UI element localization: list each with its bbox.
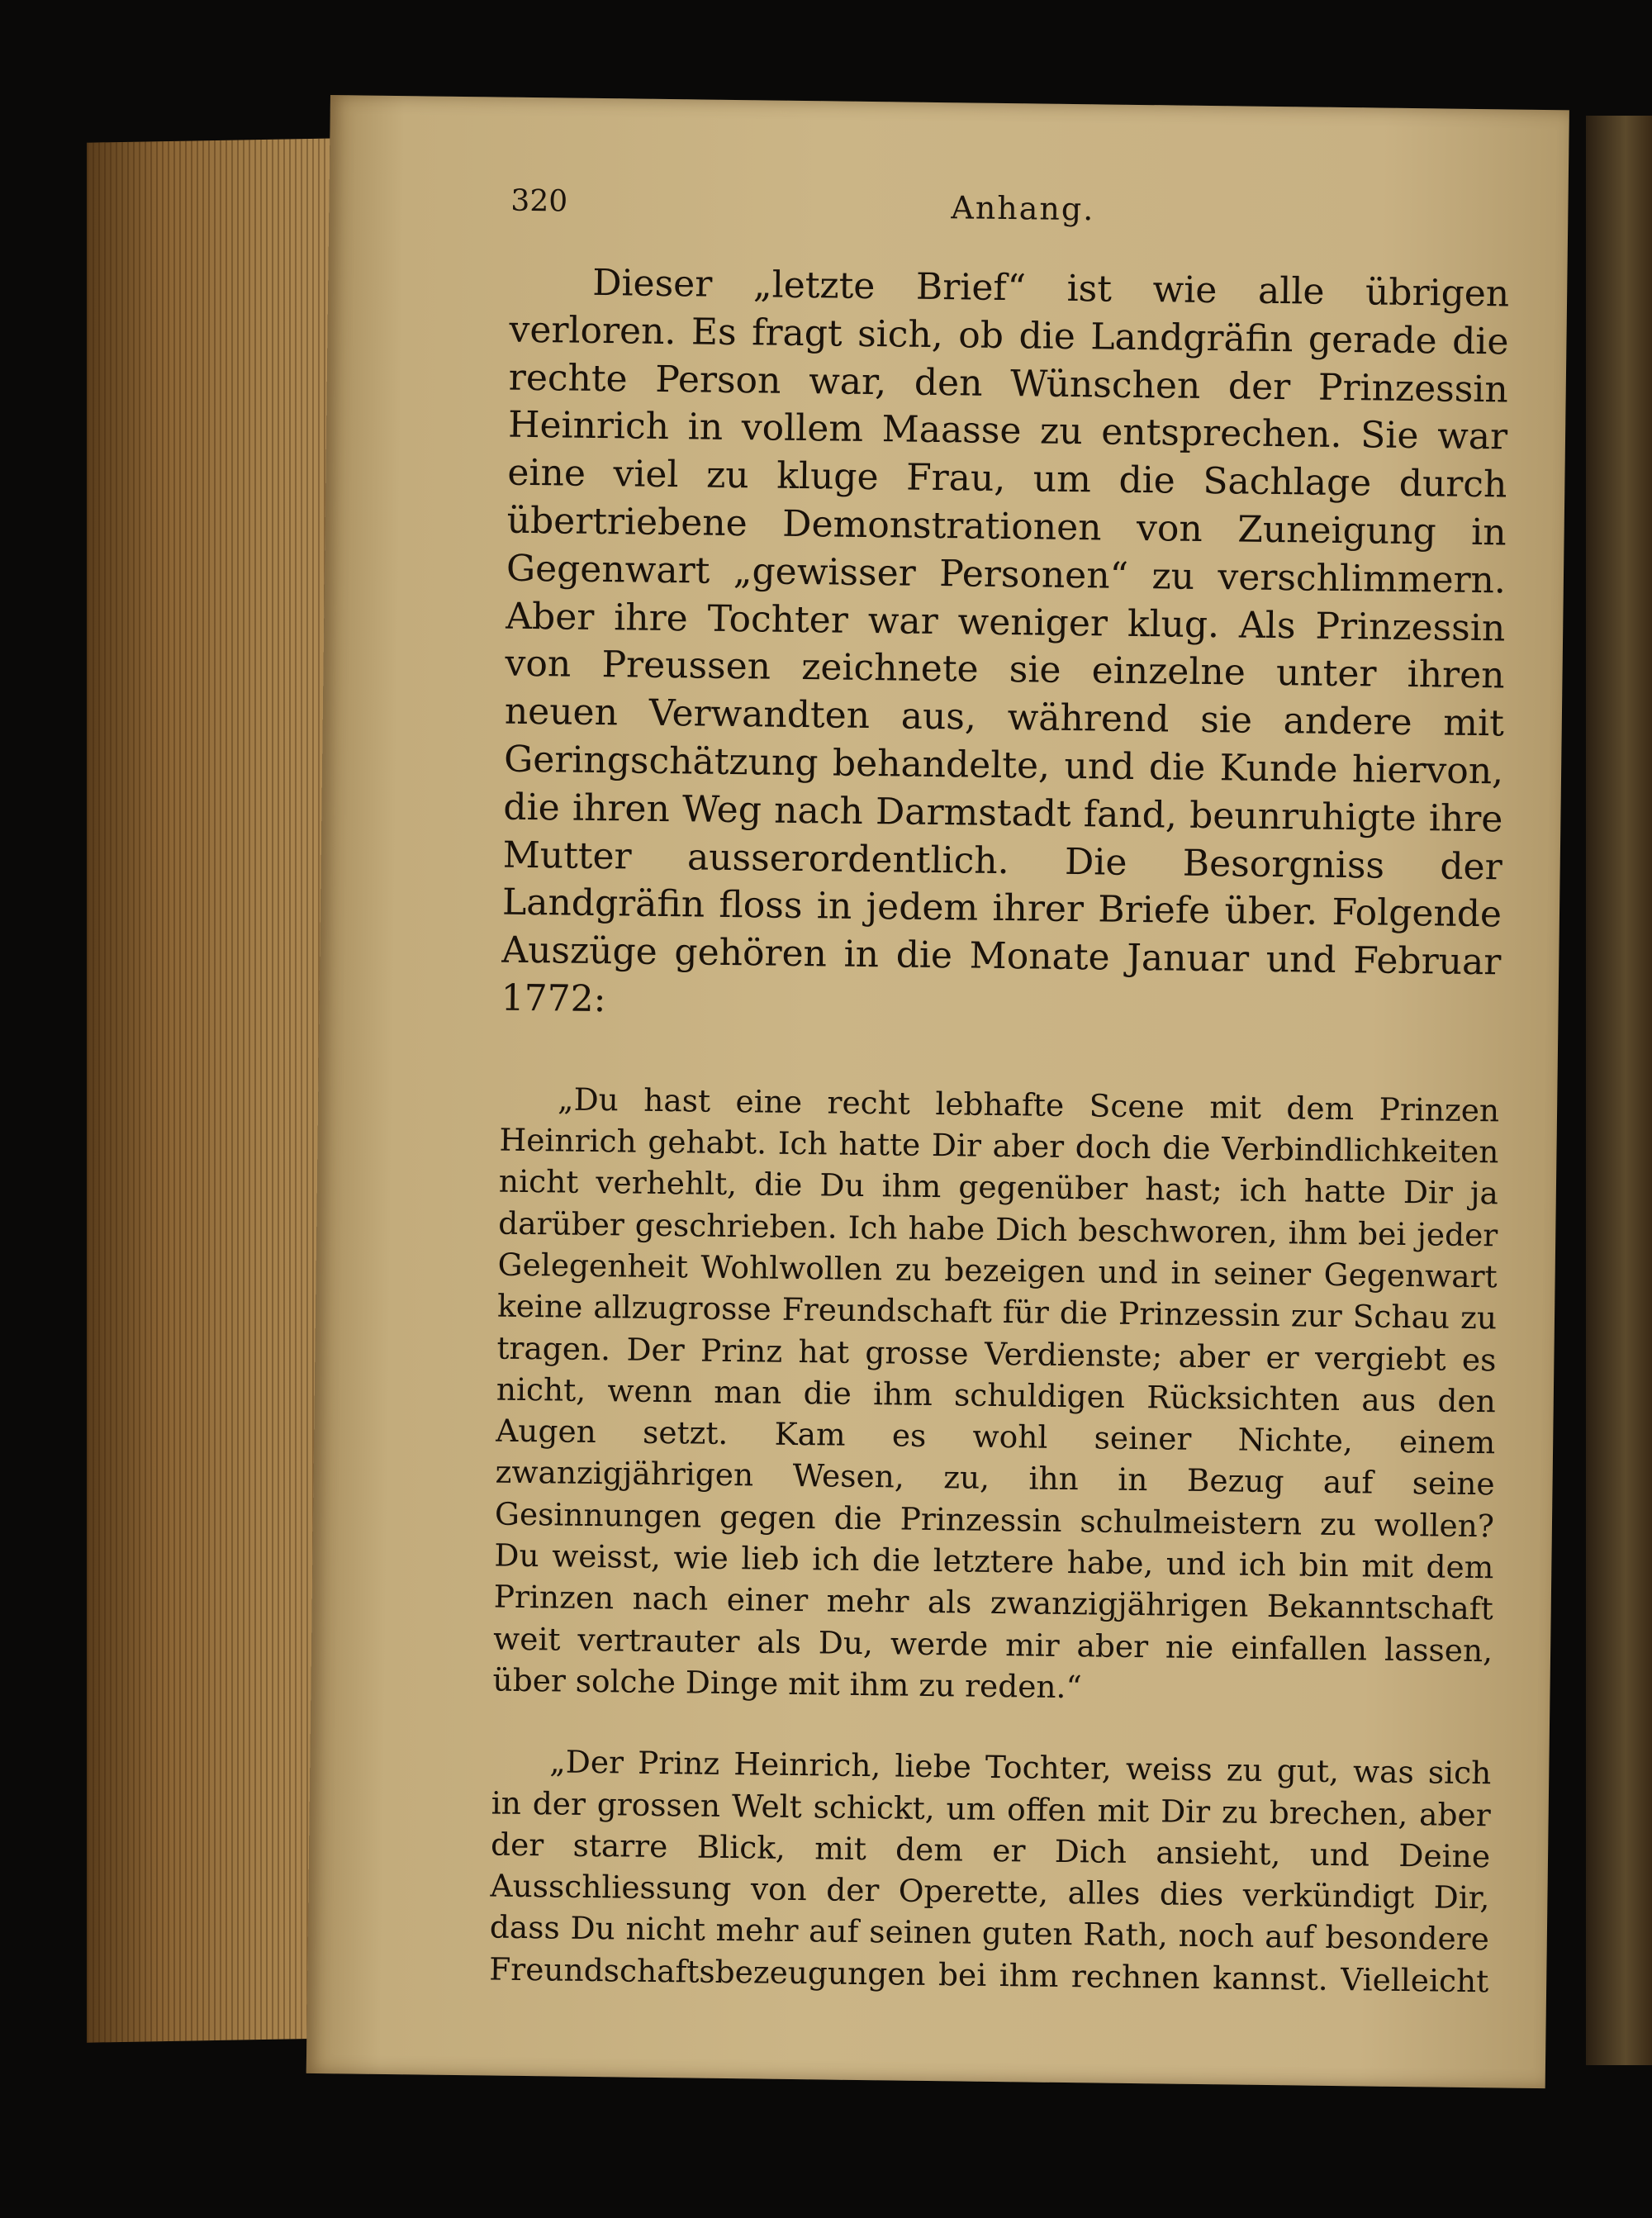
letter-quote-2: „Der Prinz Heinrich, liebe Tochter, weiss zu gut, was sich in der grossen Welt schickt, um offen mit Dir zu brechen, aber der starre Blick, mit dem er Dich ansieht, und Deine Ausschliessung von der Operette, alles dies verkündigt Dir, dass Du nicht mehr auf seinen guten Rath, noch auf besondere Freundschaftsbezeugungen bei ihm rechnen kannst. Vielleicht: [489, 1743, 1492, 1999]
body-text: [489, 259, 1510, 2002]
book-page: [306, 95, 1569, 2088]
facing-page-edge: [1586, 116, 1652, 2065]
section-title: Anhang.: [951, 189, 1095, 228]
letter-quote-1: „Du hast eine recht lebhafte Scene mit dem Prinzen Heinrich gehabt. Ich hatte Dir aber doch die Verbindlichkeiten nicht verhehlt, die Du ihm gegenüber hast; ich hatte Dir ja darüber geschrieben. Ich habe Dich beschworen, ihm bei jeder Gelegenheit Wohlwollen zu bezeigen und in seiner Gegenwart keine allzugrosse Freundschaft für die Prinzessin zur Schau zu tragen. Der Prinz hat grosse Verdienste; aber er vergiebt es nicht, wenn man die ihm schuldigen Rücksichten aus den Augen setzt. Kam es wohl seiner Nichte, einem zwanzigjährigen Wesen, zu, ihn in Bezug auf seine Gesinnungen gegen die Prinzessin schulmeistern zu wollen? Du weisst, wie lieb ich die letztere habe, und ich bin mit dem Prinzen nach einer mehr als zwanzigjährigen Bekanntschaft weit vertrauter als Du, werde mir aber nie einfallen lassen, über solche Dinge mit ihm zu reden.“: [492, 1081, 1500, 1706]
running-head: [510, 184, 1536, 246]
page-number: 320: [510, 183, 568, 219]
book-page-edges: [87, 138, 343, 2042]
intro-paragraph: Dieser „letzte Brief“ ist wie alle übrigen verloren. Es fragt sich, ob die Landgräfin gerade die rechte Person war, den Wünschen der Prinzessin Heinrich in vollem Maasse zu entsprechen. Sie war eine viel zu kluge Frau, um die Sachlage durch übertriebene Demonstrationen von Zuneigung in Gegenwart „gewisser Personen“ zu verschlimmern. Aber ihre Tochter war weniger klug. Als Prinzessin von Preussen zeichnete sie einzelne unter ihren neuen Verwandten aus, während sie andere mit Geringschätzung behandelte, und die Kunde hiervon, die ihren Weg nach Darmstadt fand, beunruhigte ihre Mutter ausserordentlich. Die Besorgniss der Landgräfin floss in jedem ihrer Briefe über. Folgende Auszüge gehören in die Monate Januar und Februar 1772:: [501, 261, 1510, 1021]
